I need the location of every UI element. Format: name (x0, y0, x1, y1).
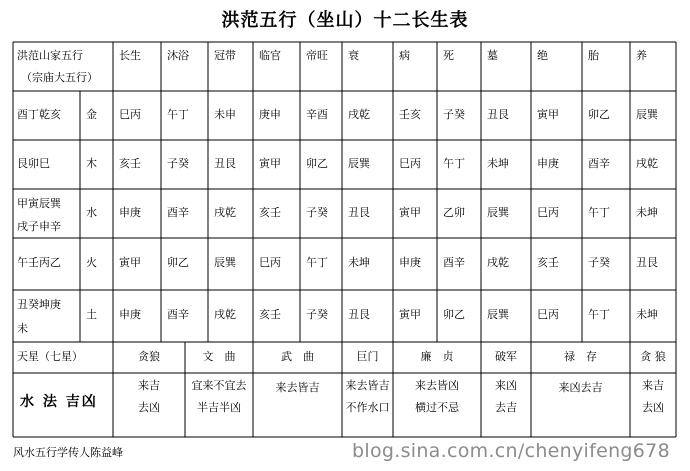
table-cell: 卯乙 (306, 156, 328, 170)
table-cell: 卯乙 (443, 308, 465, 321)
table-cell: 壬亥 (399, 107, 421, 121)
table-cell: 庚申 (259, 107, 281, 121)
table-cell: 戌乾 (214, 205, 236, 219)
stage-header: 沐浴 (167, 49, 189, 62)
table-cell: 戌乾 (487, 256, 509, 269)
table-cell: 子癸 (306, 205, 328, 219)
table-cell: 亥壬 (259, 308, 281, 321)
water-cell: 来去皆吉 (345, 379, 390, 392)
row-mountains: 甲寅辰巽 (17, 197, 61, 210)
header-label: 洪范山家五行 (17, 49, 83, 62)
water-cell: 半吉半凶 (197, 401, 241, 414)
table-cell: 辰巽 (487, 205, 509, 219)
row-element: 木 (86, 156, 97, 170)
blog-watermark: blog.sina.com.cn/chenyifeng678 (352, 440, 670, 462)
table-cell: 巳丙 (259, 256, 281, 269)
table-cell: 寅甲 (119, 256, 141, 269)
table-cell: 寅甲 (399, 205, 421, 219)
table-cell: 戌乾 (348, 107, 370, 121)
table-cell: 寅甲 (399, 308, 421, 321)
row-mountains: 午壬丙乙 (17, 256, 61, 269)
table-cell: 子癸 (588, 256, 610, 269)
table-cell: 巳丙 (537, 308, 559, 321)
table-cell: 丑艮 (348, 205, 370, 219)
stage-header: 长生 (119, 49, 141, 62)
table-cell: 未坤 (636, 308, 658, 321)
table-cell: 戌乾 (214, 308, 236, 321)
stage-header: 衰 (348, 49, 359, 62)
table-cell: 未坤 (348, 256, 370, 269)
table-cell: 酉辛 (167, 308, 189, 321)
stage-header: 胎 (588, 49, 599, 62)
water-cell: 来去皆吉 (275, 381, 320, 394)
table-cell: 亥壬 (119, 156, 141, 170)
table-cell: 未坤 (487, 156, 509, 170)
table-cell: 子癸 (306, 308, 328, 321)
table-cell: 辰巽 (487, 308, 509, 321)
water-cell: 来去皆凶 (415, 379, 459, 392)
water-cell: 不作水口 (345, 401, 390, 414)
table-cell: 午丁 (588, 205, 610, 219)
table-cell: 乙卯 (443, 205, 465, 219)
table-cell: 辰巽 (214, 256, 236, 269)
table-cell: 申庚 (399, 256, 421, 269)
water-cell: 宜来不宜去 (191, 379, 247, 392)
row-element: 土 (86, 308, 97, 321)
table-cell: 申庚 (537, 156, 559, 170)
stage-header: 冠带 (214, 49, 236, 62)
row-mountains: 艮卯巳 (17, 156, 50, 170)
table-cell: 巳丙 (119, 107, 141, 121)
star-cell: 贪 狼 (640, 349, 666, 363)
table-cell: 未坤 (636, 205, 658, 219)
table-cell: 子癸 (167, 156, 189, 170)
star-cell: 禄 存 (564, 349, 597, 363)
stage-header: 养 (636, 49, 647, 62)
table-cell: 卯乙 (588, 107, 610, 121)
star-cell: 破军 (495, 349, 517, 363)
table-cell: 亥壬 (259, 205, 281, 219)
stage-header: 死 (443, 49, 454, 62)
water-label: 水 法 吉凶 (20, 394, 98, 410)
water-cell: 来凶 (495, 379, 517, 392)
table-cell: 辰巽 (348, 156, 370, 170)
row-mountains: 戌子申辛 (17, 219, 61, 233)
table-cell: 丑艮 (487, 107, 509, 121)
water-cell: 去吉 (495, 401, 517, 414)
water-cell: 来吉 (642, 379, 664, 392)
star-cell: 廉 贞 (420, 349, 454, 363)
table-cell: 丑艮 (636, 256, 658, 269)
stage-header: 墓 (487, 49, 498, 62)
star-cell: 武 曲 (281, 349, 314, 363)
table-cell: 酉辛 (443, 256, 465, 269)
star-cell: 巨门 (356, 349, 379, 363)
water-cell: 去凶 (138, 401, 160, 414)
table-cell: 酉辛 (167, 205, 189, 219)
stage-header: 病 (399, 49, 410, 62)
star-cell: 文 曲 (202, 349, 236, 363)
table-cell: 申庚 (119, 205, 141, 219)
table-cell: 寅甲 (537, 107, 559, 121)
table-cell: 午丁 (167, 107, 189, 121)
row-element: 火 (86, 256, 97, 269)
table-cell: 戌乾 (636, 156, 658, 170)
stars-label: 天星（七星） (17, 349, 83, 363)
table-cell: 巳丙 (399, 156, 421, 170)
water-cell: 来凶去吉 (558, 381, 603, 394)
table-cell: 卯乙 (167, 256, 189, 269)
water-cell: 来吉 (138, 379, 160, 392)
row-mountains: 丑癸坤庚 (17, 298, 61, 311)
stage-header: 临官 (259, 49, 281, 62)
table-cell: 酉辛 (588, 156, 610, 170)
water-cell: 横过不忌 (415, 401, 459, 414)
table-cell: 辰巽 (636, 107, 658, 121)
footer-credit: 风水五行学传人陈益峰 (13, 446, 123, 459)
table-cell: 午丁 (306, 256, 328, 269)
stage-header: 绝 (537, 49, 548, 62)
table-cell: 申庚 (119, 308, 141, 321)
table-cell: 亥壬 (537, 256, 559, 269)
table-cell: 丑艮 (348, 308, 370, 321)
table-cell: 辛酉 (306, 107, 328, 121)
table-cell: 寅甲 (259, 156, 281, 170)
star-cell: 贪狼 (138, 349, 160, 363)
row-mountains: 酉丁乾亥 (17, 107, 61, 121)
row-mountains: 未 (17, 322, 28, 335)
table-cell: 丑艮 (214, 156, 236, 170)
table-cell: 巳丙 (537, 205, 559, 219)
header-sublabel: （宗庙大五行） (21, 71, 98, 84)
table-cell: 午丁 (588, 308, 610, 321)
table-cell: 午丁 (443, 156, 465, 170)
row-element: 金 (86, 107, 97, 121)
stage-header: 帝旺 (306, 49, 328, 62)
page-title: 洪范五行（坐山）十二长生表 (221, 10, 469, 31)
table-cell: 子癸 (443, 107, 465, 121)
row-element: 水 (86, 205, 97, 219)
table-cell: 未申 (214, 107, 236, 121)
water-cell: 去凶 (642, 401, 664, 414)
